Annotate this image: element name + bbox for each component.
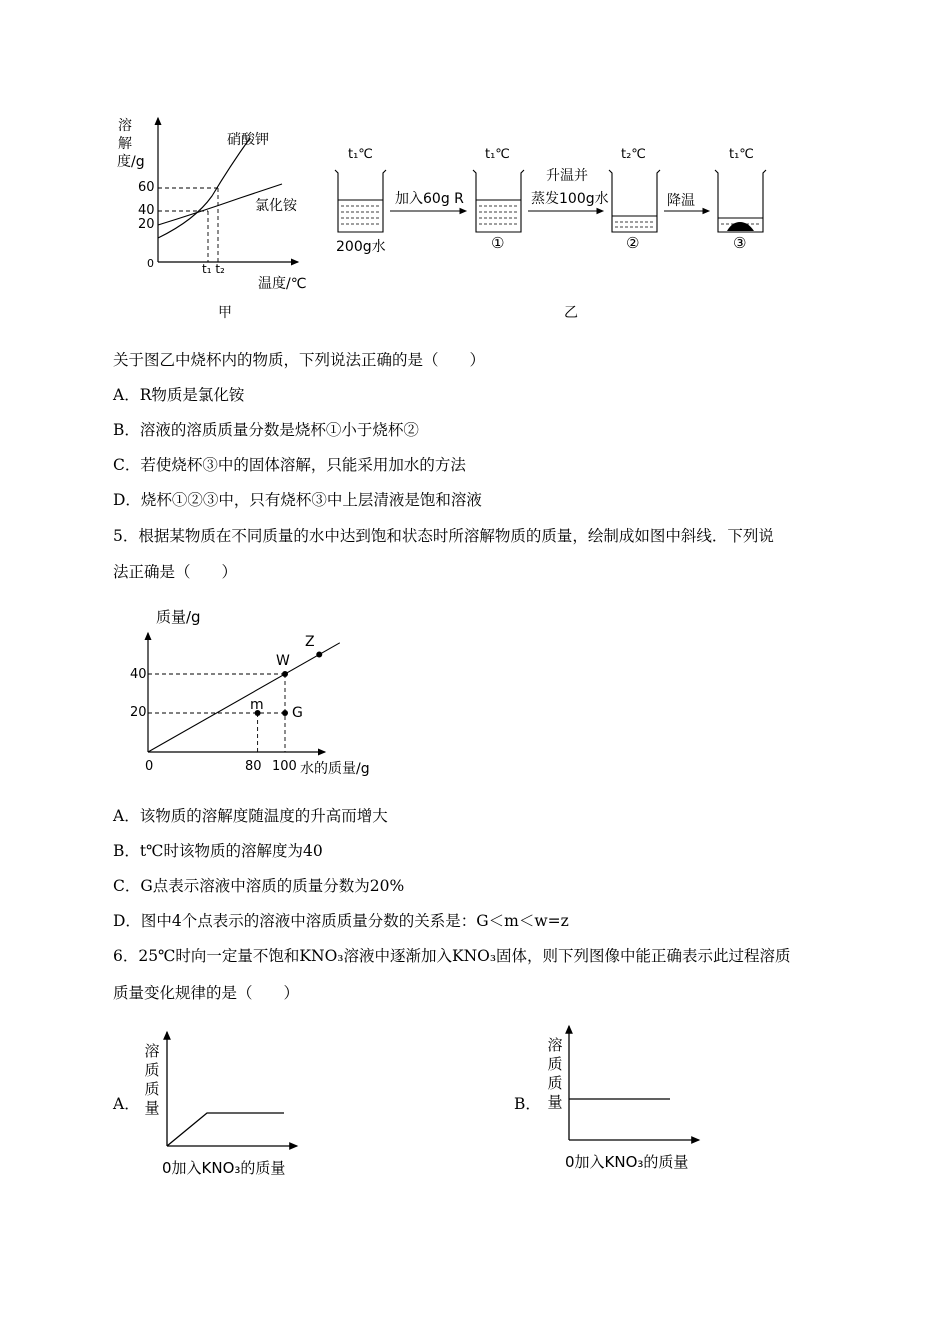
q4-option-a[interactable]: A．R物质是氯化铵 <box>113 386 245 404</box>
q6-graph-b <box>569 1026 699 1140</box>
q5-option-b[interactable]: B．t℃时该物质的溶解度为40 <box>113 842 323 860</box>
q5-option-a[interactable]: A．该物质的溶解度随温度的升高而增大 <box>113 807 388 825</box>
jia-x-axis-label: 温度/℃ <box>258 276 307 292</box>
jia-caption: 甲 <box>218 305 232 321</box>
q4-stem: 关于图乙中烧杯内的物质，下列说法正确的是（ ） <box>113 351 486 369</box>
q5-point-label-z: Z <box>305 634 315 650</box>
q4-option-c[interactable]: C．若使烧杯③中的固体溶解，只能采用加水的方法 <box>113 456 466 474</box>
q6-stem-line2: 质量变化规律的是（ ） <box>113 984 300 1002</box>
q4-option-b[interactable]: B．溶液的溶质质量分数是烧杯①小于烧杯② <box>113 421 419 439</box>
beaker3-temp: t₂℃ <box>621 147 646 162</box>
jia-tick-20: 20 <box>138 217 155 232</box>
q5-stem-line1: 5．根据某物质在不同质量的水中达到饱和状态时所溶解物质的质量，绘制成如图中斜线．下列说 <box>113 527 774 545</box>
beaker4-label: ③ <box>733 234 747 252</box>
step3-label: 降温 <box>667 193 695 209</box>
q6-stem-line1: 6．25℃时向一定量不饱和KNO₃溶液中逐渐加入KNO₃固体，则下列图像中能正确表示此过程溶质 <box>113 947 791 965</box>
q5-stem-line2: 法正确是（ ） <box>113 563 238 581</box>
q5-option-c[interactable]: C．G点表示溶液中溶质的质量分数为20% <box>113 877 405 895</box>
jia-tick-40: 40 <box>138 203 155 218</box>
q5-option-d[interactable]: D．图中4个点表示的溶液中溶质质量分数的关系是：G＜m＜w=z <box>113 912 569 930</box>
q5-x-tick-80: 80 <box>245 759 262 774</box>
q6-graph-a <box>167 1032 297 1146</box>
beaker1-temp: t₁℃ <box>348 147 373 162</box>
q5-point-label-w: W <box>276 653 290 669</box>
q5-origin: 0 <box>145 759 154 774</box>
q4-option-d[interactable]: D．烧杯①②③中，只有烧杯③中上层清液是饱和溶液 <box>113 491 482 509</box>
q5-y-tick-40: 40 <box>130 667 147 682</box>
jia-x-ticks: t₁ t₂ <box>202 262 225 276</box>
step1-label: 加入60g R <box>395 191 464 207</box>
jia-curve1-label: 硝酸钾 <box>227 132 269 148</box>
q6-graph-b-y-label: 溶质质量 <box>547 1036 563 1111</box>
jia-y-axis-label: 溶解度/g <box>117 118 145 170</box>
yi-caption: 乙 <box>564 305 578 321</box>
beaker3-label: ② <box>626 234 640 252</box>
q6-graph-a-y-label: 溶质质量 <box>144 1042 160 1117</box>
step2-label-line2: 蒸发100g水 <box>531 191 609 207</box>
step2-label-line1: 升温并 <box>546 168 588 184</box>
q6-graph-a-curve <box>167 1113 284 1146</box>
jia-curve2-label: 氯化铵 <box>255 198 297 214</box>
jia-origin: 0 <box>147 257 154 270</box>
beaker4-temp: t₁℃ <box>729 147 754 162</box>
q6-graph-a-x-label: 0加入KNO₃的质量 <box>162 1159 286 1177</box>
q5-y-label: 质量/g <box>156 608 201 626</box>
q6-option-a[interactable]: A． <box>113 1095 140 1113</box>
q5-y-tick-20: 20 <box>130 705 147 720</box>
q5-point-label-g: G <box>292 705 303 721</box>
jia-tick-60: 60 <box>138 180 155 195</box>
q5-x-label: 水的质量/g <box>300 761 370 777</box>
beaker2-label: ① <box>491 234 505 252</box>
q5-x-tick-100: 100 <box>272 759 297 774</box>
beaker1-label: 200g水 <box>336 239 386 255</box>
q6-graph-b-x-label: 0加入KNO₃的质量 <box>565 1153 689 1171</box>
q6-option-b[interactable]: B． <box>514 1095 541 1113</box>
q5-point-label-m: m <box>250 697 264 713</box>
beaker2-temp: t₁℃ <box>485 147 510 162</box>
